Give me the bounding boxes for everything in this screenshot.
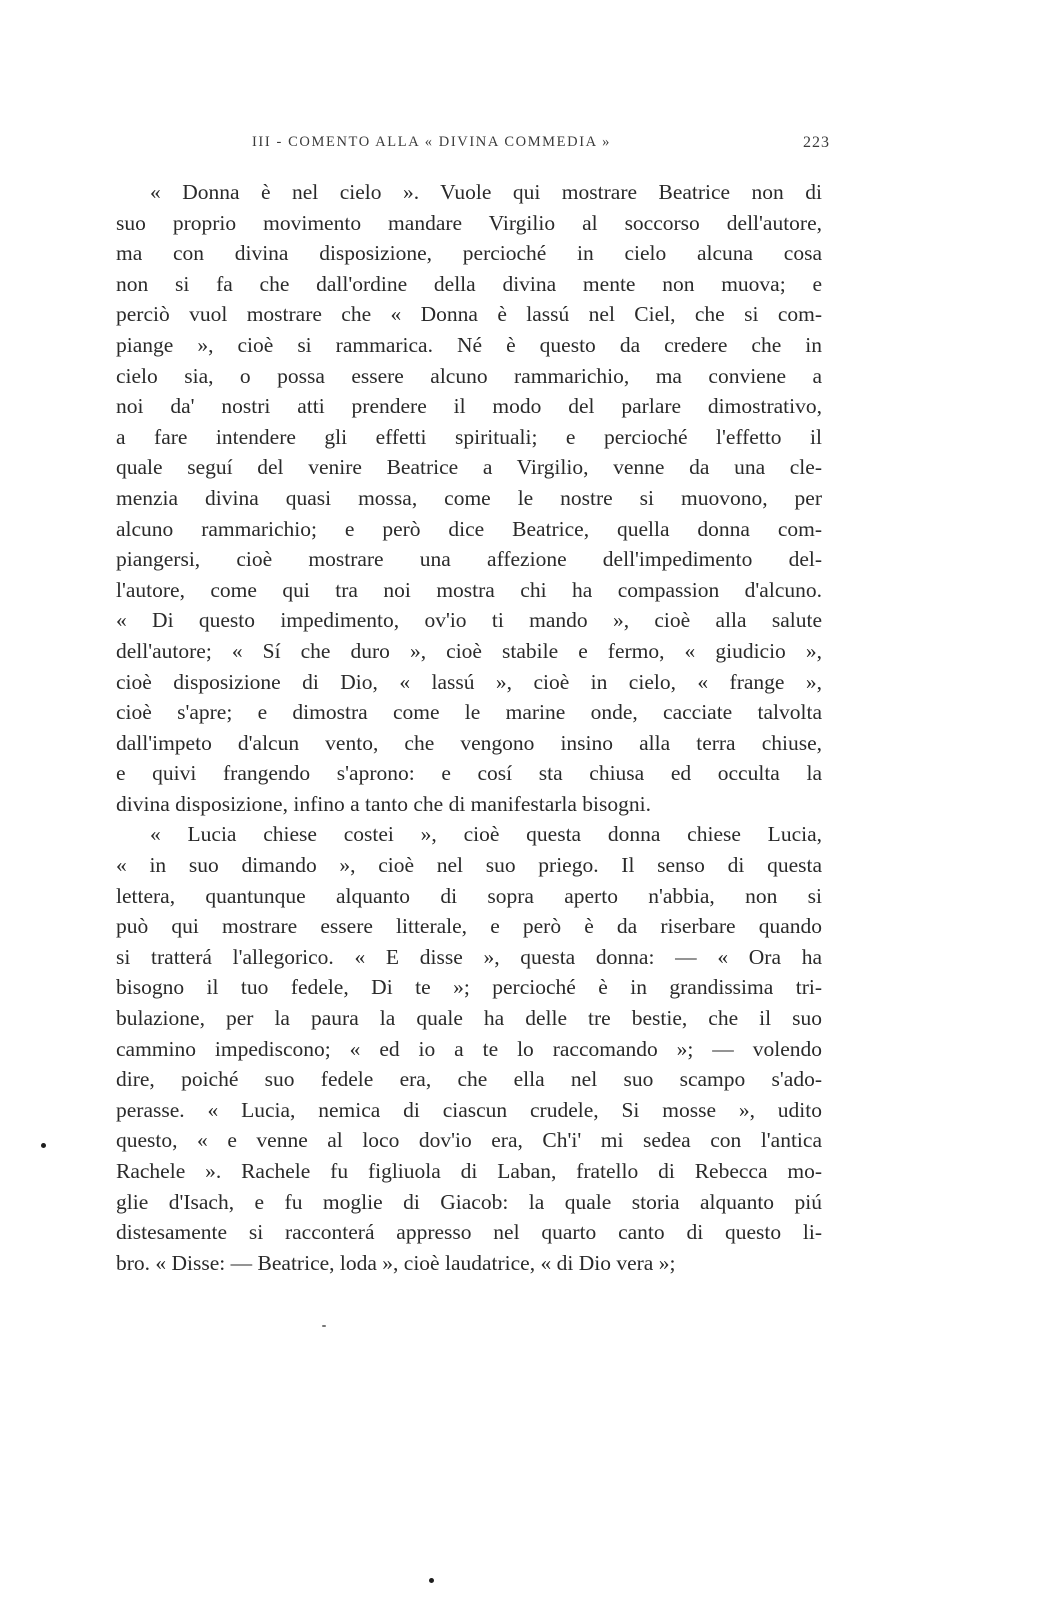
text-line: menzia divina quasi mossa, come le nostre si muovono, per — [116, 485, 822, 510]
text-line: bisogno il tuo fedele, Di te »; percioché è in grandissima tri- — [116, 975, 822, 1000]
text-line: ma con divina disposizione, percioché in cielo alcuna cosa — [116, 241, 822, 266]
page-number: 223 — [803, 134, 830, 151]
text-line: dall'impeto d'alcun vento, che vengono insino alla terra chiuse, — [116, 730, 822, 755]
text-line: può qui mostrare essere litterale, e però è da riserbare quando — [116, 914, 822, 939]
text-line: « Di questo impedimento, ov'io ti mando », cioè alla salute — [116, 608, 822, 633]
text-line: questo, « e venne al loco dov'io era, Ch'i' mi sedea con l'antica — [116, 1128, 822, 1153]
text-line: glie d'Isach, e fu moglie di Giacob: la quale storia alquanto piú — [116, 1189, 822, 1214]
print-mark — [322, 1325, 326, 1327]
text-line: l'autore, come qui tra noi mostra chi ha compassion d'alcuno. — [116, 577, 822, 602]
text-line: cielo sia, o possa essere alcuno rammarichio, ma conviene a — [116, 363, 822, 388]
text-line: quale seguí del venire Beatrice a Virgilio, venne da una cle- — [116, 455, 822, 480]
text-line: bulazione, per la paura la quale ha delle tre bestie, che il suo — [116, 1006, 822, 1031]
text-line: « in suo dimando », cioè nel suo priego. Il senso di questa — [116, 853, 822, 878]
bottom-dot — [429, 1578, 434, 1583]
text-line: lettera, quantunque alquanto di sopra aperto n'abbia, non si — [116, 883, 822, 908]
running-title: III - COMENTO ALLA « DIVINA COMMEDIA » — [252, 134, 611, 150]
text-line: si tratterá l'allegorico. « E disse », questa donna: — « Ora ha — [116, 944, 822, 969]
text-line: dire, poiché suo fedele era, che ella nel suo scampo s'ado- — [116, 1067, 822, 1092]
text-line: Rachele ». Rachele fu figliuola di Laban, fratello di Rebecca mo- — [116, 1159, 822, 1183]
text-line: dell'autore; « Sí che duro », cioè stabile e fermo, « giudicio », — [116, 638, 822, 663]
text-line: perasse. « Lucia, nemica di ciascun crudele, Si mosse », udito — [116, 1097, 822, 1122]
text-line: « Donna è nel cielo ». Vuole qui mostrare Beatrice non di — [150, 180, 822, 204]
paragraph — [116, 177, 822, 819]
text-line: cioè s'apre; e dimostra come le marine onde, cacciate talvolta — [116, 700, 822, 725]
text-line: non si fa che dall'ordine della divina mente non muova; e — [116, 271, 822, 296]
text-line: divina disposizione, infino a tanto che di manifestarla bisogni. — [116, 791, 651, 816]
text-line: e quivi frangendo s'aprono: e cosí sta chiusa ed occulta la — [116, 761, 822, 786]
text-line: cioè disposizione di Dio, « lassú », cioè in cielo, « frange », — [116, 669, 822, 694]
text-line: perciò vuol mostrare che « Donna è lassú nel Ciel, che si com- — [116, 302, 822, 327]
text-line: « Lucia chiese costei », cioè questa donna chiese Lucia, — [150, 822, 822, 847]
text-line: a fare intendere gli effetti spirituali; e percioché l'effetto il — [116, 424, 822, 449]
text-line: bro. « Disse: — Beatrice, loda », cioè laudatrice, « di Dio vera »; — [116, 1250, 676, 1275]
paragraph — [116, 819, 822, 1278]
page-header — [252, 134, 830, 160]
text-line: piange », cioè si rammarica. Né è questo da credere che in — [116, 332, 822, 357]
text-line: noi da' nostri atti prendere il modo del parlare dimostrativo, — [116, 394, 822, 419]
text-line: alcuno rammarichio; e però dice Beatrice, quella donna com- — [116, 516, 822, 541]
text-line: suo proprio movimento mandare Virgilio al soccorso dell'autore, — [116, 210, 822, 235]
text-line: distesamente si racconterá appresso nel quarto canto di questo li- — [116, 1220, 822, 1245]
margin-dot — [41, 1143, 46, 1148]
body-text — [116, 177, 822, 1278]
text-line: piangersi, cioè mostrare una affezione dell'impedimento del- — [116, 547, 822, 572]
text-line: cammino impediscono; « ed io a te lo raccomando »; — volendo — [116, 1036, 822, 1061]
